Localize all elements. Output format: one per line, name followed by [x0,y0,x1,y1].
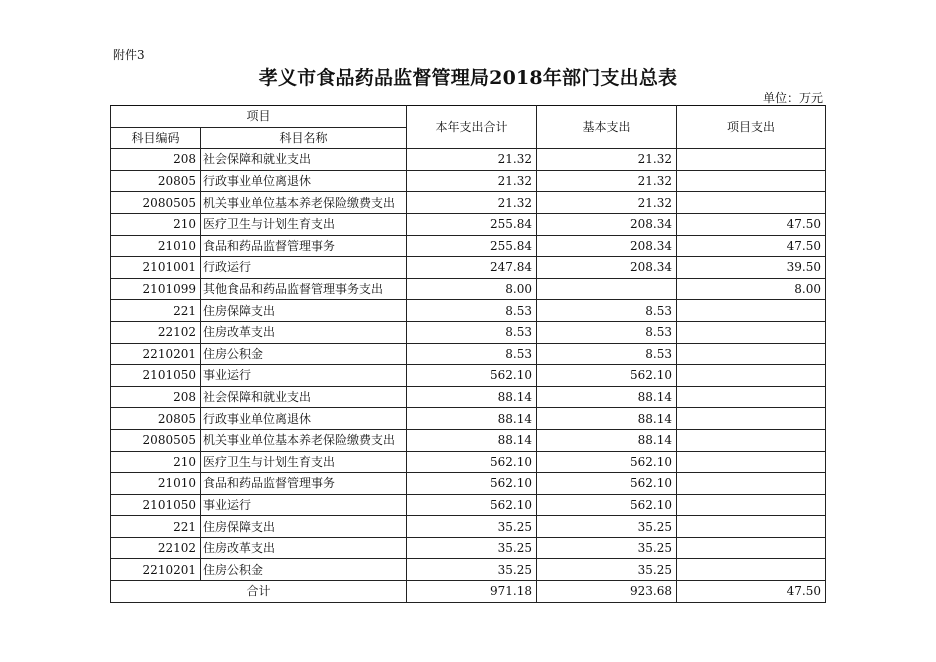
year-total-cell: 255.84 [407,213,537,235]
total-year-total: 971.18 [407,581,537,603]
basic-cell: 8.53 [537,321,677,343]
table-row [111,149,826,171]
subject-code-cell: 2080505 [111,192,201,214]
subject-name-cell: 事业运行 [201,365,407,387]
year-total-cell: 8.00 [407,278,537,300]
subject-code-cell: 221 [111,516,201,538]
subject-code-cell: 2210201 [111,343,201,365]
table-row [111,494,826,516]
project-cell [677,473,826,495]
subject-name-cell: 住房改革支出 [201,321,407,343]
header-subject-code: 科目编码 [111,127,201,149]
project-cell [677,429,826,451]
project-cell [677,559,826,581]
header-subject-name: 科目名称 [201,127,407,149]
year-total-cell: 562.10 [407,494,537,516]
table-row [111,473,826,495]
basic-cell: 21.32 [537,170,677,192]
basic-cell: 21.32 [537,149,677,171]
table-header [111,106,826,149]
table-row [111,343,826,365]
total-row [111,581,826,603]
subject-name-cell: 住房公积金 [201,559,407,581]
basic-cell: 21.32 [537,192,677,214]
project-cell [677,321,826,343]
table-row [111,429,826,451]
basic-cell: 562.10 [537,473,677,495]
project-cell: 47.50 [677,235,826,257]
subject-name-cell: 行政事业单位离退休 [201,408,407,430]
basic-cell: 208.34 [537,235,677,257]
subject-name-cell: 机关事业单位基本养老保险缴费支出 [201,192,407,214]
table-row [111,257,826,279]
subject-name-cell: 社会保障和就业支出 [201,386,407,408]
attachment-label: 附件3 [113,48,145,62]
subject-name-cell: 医疗卫生与计划生育支出 [201,451,407,473]
project-cell [677,192,826,214]
subject-name-cell: 食品和药品监督管理事务 [201,473,407,495]
table-row [111,321,826,343]
subject-name-cell: 住房改革支出 [201,537,407,559]
subject-name-cell: 社会保障和就业支出 [201,149,407,171]
year-total-cell: 562.10 [407,473,537,495]
subject-code-cell: 20805 [111,170,201,192]
total-basic: 923.68 [537,581,677,603]
project-cell: 8.00 [677,278,826,300]
basic-cell: 562.10 [537,494,677,516]
project-cell [677,300,826,322]
basic-cell: 208.34 [537,213,677,235]
table-row [111,300,826,322]
subject-code-cell: 210 [111,451,201,473]
year-total-cell: 8.53 [407,343,537,365]
basic-cell: 88.14 [537,408,677,430]
table-row [111,192,826,214]
total-label: 合计 [111,581,407,603]
subject-code-cell: 2101050 [111,494,201,516]
project-cell [677,408,826,430]
subject-code-cell: 208 [111,386,201,408]
year-total-cell: 255.84 [407,235,537,257]
subject-code-cell: 22102 [111,537,201,559]
header-project: 项目 [111,106,407,128]
project-cell [677,386,826,408]
basic-cell: 8.53 [537,343,677,365]
table-row [111,559,826,581]
subject-name-cell: 住房保障支出 [201,516,407,538]
year-total-cell: 562.10 [407,365,537,387]
project-cell [677,365,826,387]
table-row [111,365,826,387]
table-row [111,235,826,257]
project-cell: 47.50 [677,213,826,235]
table-row [111,516,826,538]
subject-code-cell: 210 [111,213,201,235]
subject-code-cell: 2101099 [111,278,201,300]
header-basic: 基本支出 [537,106,677,149]
subject-name-cell: 事业运行 [201,494,407,516]
subject-code-cell: 21010 [111,235,201,257]
basic-cell: 35.25 [537,537,677,559]
subject-name-cell: 机关事业单位基本养老保险缴费支出 [201,429,407,451]
page-title: 孝义市食品药品监督管理局2018年部门支出总表 [258,67,678,89]
basic-cell: 35.25 [537,516,677,538]
table-row [111,278,826,300]
subject-code-cell: 2101001 [111,257,201,279]
unit-label: 单位：万元 [762,91,823,105]
subject-name-cell: 行政事业单位离退休 [201,170,407,192]
project-cell [677,537,826,559]
basic-cell: 208.34 [537,257,677,279]
subject-code-cell: 2101050 [111,365,201,387]
project-cell [677,343,826,365]
subject-code-cell: 2210201 [111,559,201,581]
subject-code-cell: 208 [111,149,201,171]
subject-code-cell: 20805 [111,408,201,430]
year-total-cell: 88.14 [407,386,537,408]
year-total-cell: 562.10 [407,451,537,473]
table-row [111,451,826,473]
basic-cell: 88.14 [537,386,677,408]
year-total-cell: 35.25 [407,516,537,538]
subject-name-cell: 住房公积金 [201,343,407,365]
year-total-cell: 88.14 [407,429,537,451]
subject-name-cell: 食品和药品监督管理事务 [201,235,407,257]
project-cell [677,516,826,538]
project-cell [677,149,826,171]
basic-cell: 8.53 [537,300,677,322]
subject-code-cell: 221 [111,300,201,322]
year-total-cell: 88.14 [407,408,537,430]
total-project: 47.50 [677,581,826,603]
subject-code-cell: 22102 [111,321,201,343]
year-total-cell: 21.32 [407,192,537,214]
basic-cell: 35.25 [537,559,677,581]
subject-name-cell: 其他食品和药品监督管理事务支出 [201,278,407,300]
basic-cell [537,278,677,300]
subject-code-cell: 21010 [111,473,201,495]
table-row [111,386,826,408]
subject-code-cell: 2080505 [111,429,201,451]
header-project-expenditure: 项目支出 [677,106,826,149]
year-total-cell: 247.84 [407,257,537,279]
table-row [111,213,826,235]
basic-cell: 562.10 [537,365,677,387]
project-cell [677,170,826,192]
table-row [111,537,826,559]
year-total-cell: 35.25 [407,537,537,559]
year-total-cell: 8.53 [407,300,537,322]
year-total-cell: 21.32 [407,149,537,171]
table-row [111,408,826,430]
table-row [111,170,826,192]
project-cell [677,494,826,516]
subject-name-cell: 医疗卫生与计划生育支出 [201,213,407,235]
basic-cell: 562.10 [537,451,677,473]
basic-cell: 88.14 [537,429,677,451]
header-year-total: 本年支出合计 [407,106,537,149]
project-cell: 39.50 [677,257,826,279]
subject-name-cell: 住房保障支出 [201,300,407,322]
year-total-cell: 35.25 [407,559,537,581]
year-total-cell: 21.32 [407,170,537,192]
expenditure-table [110,105,826,603]
subject-name-cell: 行政运行 [201,257,407,279]
table-body [111,149,826,581]
year-total-cell: 8.53 [407,321,537,343]
project-cell [677,451,826,473]
